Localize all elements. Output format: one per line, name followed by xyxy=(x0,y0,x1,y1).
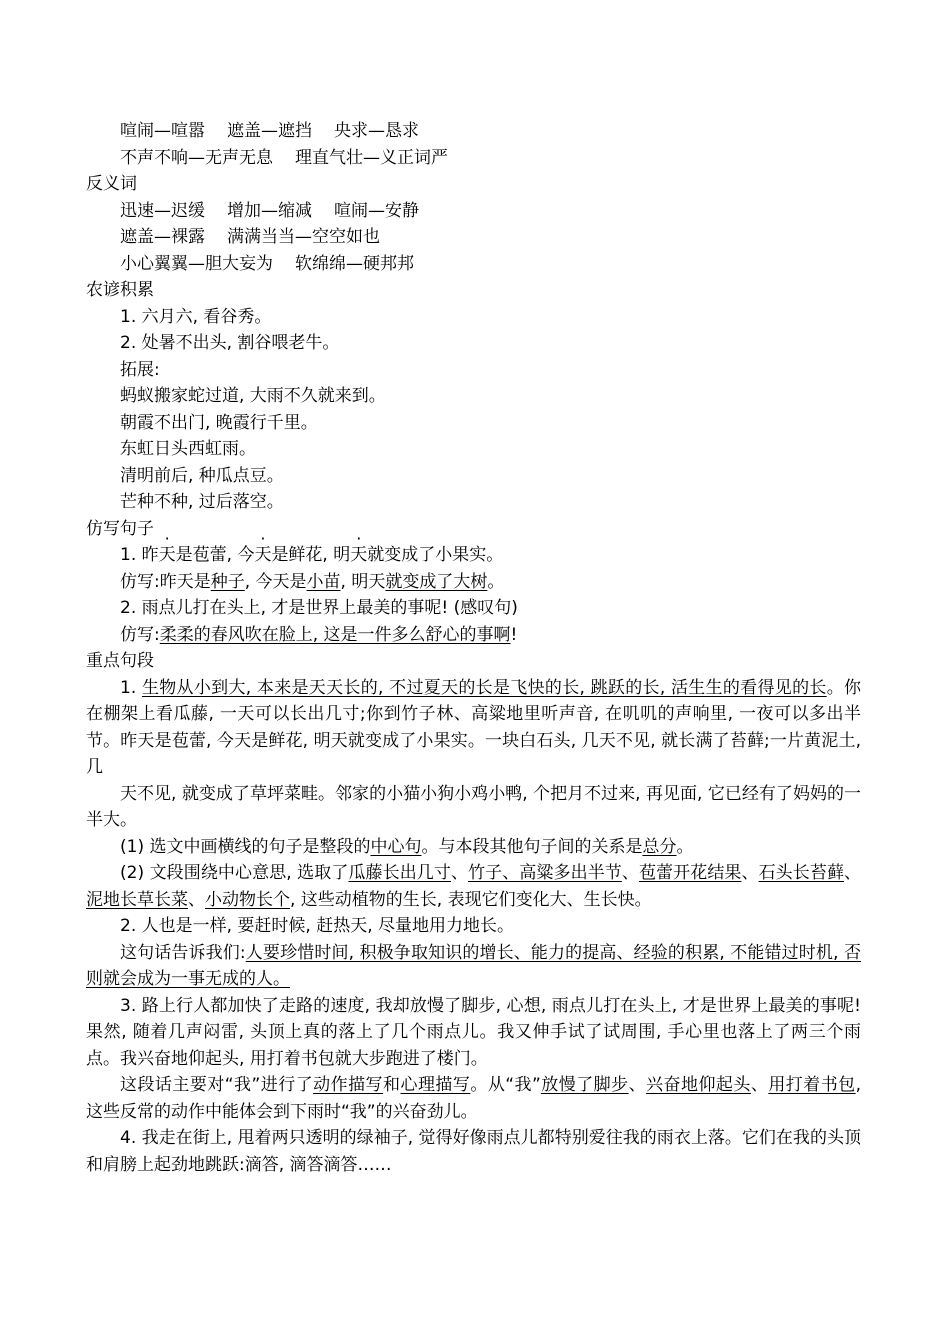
word-pair: 不声不响—无声无息 xyxy=(120,147,273,168)
answer-blank: 心理描写 xyxy=(400,1075,471,1095)
example-sentence-1: 1. 昨天是苞蕾, 今天是鲜花, 明天就变成了小果实。 xyxy=(120,545,504,565)
answer-blank: 小苗 xyxy=(306,571,341,592)
key-paragraph-3-analysis: 这段话主要对“我”进行了动作描写和心理描写。从“我”放慢了脚步、兴奋地仰起头、用打着书包, 这些反常的动作中能体会到下雨时“我”的兴奋劲儿。 xyxy=(86,1075,862,1122)
answer-blank: 用打着书包 xyxy=(768,1075,856,1095)
document-content xyxy=(86,118,861,1178)
word-pair: 满满当当—空空如也 xyxy=(227,227,380,247)
answer-blank: 泥地长草长菜 xyxy=(86,889,188,910)
word-pair: 增加—缩减 xyxy=(227,200,312,221)
answer-blank: 动作描写 xyxy=(313,1075,384,1095)
antonym-row xyxy=(86,251,861,278)
imitation-answer-2: 仿写:柔柔的春风吹在脸上, 这是一件多么舒心的事啊! xyxy=(120,624,518,645)
key-paragraph-2-analysis: 这句话告诉我们:人要珍惜时间, 积极争取知识的增长、能力的提高、经验的积累, 不能错过时机, 否则就会成为一事无成的人。 xyxy=(86,942,862,989)
word-pair: 软绵绵—硬邦邦 xyxy=(295,253,414,274)
key-paragraph-1: 1. 生物从小到大, 本来是天天长的, 不过夏天的长是飞快的长, 跳跃的长, 活生生的看得见的长。你在棚架上看瓜藤, 一天可以长出几寸;你到竹子林、高粱地里听声音, 在叽叽的声响里, 一夜可以多出半节。昨天是苞蕾, 今天是鲜花, 明天就变成了小果实。一块白石头, 几天不见, 就长满了苔藓;一片黄泥土, 几 xyxy=(86,677,862,777)
key-paragraph-1-continued: 天不见, 就变成了草坪菜畦。邻家的小猫小狗小鸡小鸭, 个把月不过来, 再见面, 它已经有了妈妈的一半大。 xyxy=(86,783,861,830)
answer-blank: 苞蕾开花结果 xyxy=(638,863,742,883)
word-pair: 遮盖—裸露 xyxy=(120,227,205,247)
answer-blank: 柔柔的春风吹在脸上, 这是一件多么舒心的事啊 xyxy=(159,624,511,645)
proverb-extend-item: 清明前后, 种瓜点豆。 xyxy=(120,465,284,486)
central-sentence: 生物从小到大, 本来是天天长的, 不过夏天的长是飞快的长, 跳跃的长, 活生生的看得见的长 xyxy=(141,677,827,698)
answer-blank: 就变成了大树 xyxy=(385,571,488,592)
word-pair: 央求—恳求 xyxy=(334,121,419,141)
proverb-extend-item: 蚂蚁搬家蛇过道, 大雨不久就来到。 xyxy=(120,386,386,406)
example-sentence-2: 2. 雨点儿打在头上, 才是世界上最美的事呢! (感叹句) xyxy=(120,598,518,618)
answer-blank: 石头长苔藓 xyxy=(758,863,845,883)
synonym-row xyxy=(86,118,861,145)
key-paragraph-2: 2. 人也是一样, 要赶时候, 赶热天, 尽量地用力地长。 xyxy=(120,916,515,936)
proverb-item: 2. 处暑不出头, 割谷喂老牛。 xyxy=(120,333,340,353)
word-pair: 喧闹—喧嚣 xyxy=(120,121,205,141)
synonym-row xyxy=(86,145,861,172)
word-pair: 喧闹—安静 xyxy=(334,200,419,221)
answer-blank: 兴奋地仰起头 xyxy=(646,1075,751,1095)
emphasis-dot: 天 xyxy=(254,545,272,565)
answer-blank: 小动物长个 xyxy=(205,889,290,910)
answer-blank: 瓜藤长出几寸 xyxy=(348,863,451,883)
answer-blank: 人要珍惜时间, 积极争取知识的增长、能力的提高、经验的积累, 不能错过时机, 否则就会成为一事无成的人。 xyxy=(86,942,862,989)
question-1: (1) 选文中画横线的句子是整段的中心句。与本段其他句子间的关系是总分。 xyxy=(120,836,694,857)
antonym-row xyxy=(86,224,861,251)
section-heading-antonyms: 反义词 xyxy=(86,174,137,194)
word-pair: 理直气壮—义正词严 xyxy=(295,147,448,168)
proverb-item: 1. 六月六, 看谷秀。 xyxy=(120,306,272,327)
answer-blank: 竹子、高粱多出半节 xyxy=(468,863,622,883)
section-heading-proverbs: 农谚积累 xyxy=(86,280,154,300)
section-heading-key-passages: 重点句段 xyxy=(86,651,154,671)
answer-blank: 中心句 xyxy=(370,836,422,857)
answer-blank: 种子 xyxy=(210,571,245,592)
word-pair: 遮盖—遮挡 xyxy=(227,121,312,141)
question-2: (2) 文段围绕中心意思, 选取了瓜藤长出几寸、竹子、高粱多出半节、苞蕾开花结果、石头长苔藓、泥地长草长菜、小动物长个, 这些动植物的生长, 表现它们变化大、生长快。 xyxy=(86,863,862,910)
key-paragraph-4: 4. 我走在街上, 甩着两只透明的绿袖子, 觉得好像雨点儿都特别爱往我的雨衣上落。它们在我的头顶和肩膀上起劲地跳跃:滴答, 滴答滴答…… xyxy=(86,1128,861,1175)
proverb-extend-item: 朝霞不出门, 晚霞行千里。 xyxy=(120,412,318,433)
section-heading-imitation: 仿写句子 xyxy=(86,518,154,539)
answer-blank: 总分 xyxy=(642,836,677,857)
proverb-extend-item: 东虹日头西虹雨。 xyxy=(120,439,256,459)
antonym-row xyxy=(86,198,861,225)
emphasis-dot: 天 xyxy=(158,545,176,565)
word-pair: 迅速—迟缓 xyxy=(120,200,205,221)
proverb-extend-item: 芒种不种, 过后落空。 xyxy=(120,492,284,512)
extend-label: 拓展: xyxy=(120,359,160,380)
imitation-answer-1: 仿写:昨天是种子, 今天是小苗, 明天就变成了大树。 xyxy=(120,571,505,592)
answer-blank: 放慢了脚步 xyxy=(540,1075,629,1095)
key-paragraph-3: 3. 路上行人都加快了走路的速度, 我却放慢了脚步, 心想, 雨点儿打在头上, 才是世界上最美的事呢!果然, 随着几声闷雷, 头顶上真的落上了几个雨点儿。我又伸手试了试周围, 手心里也落上了两三个雨点。我兴奋地仰起头, 用打着书包就大步跑进了楼门。 xyxy=(86,995,861,1069)
word-pair: 小心翼翼—胆大妄为 xyxy=(120,253,273,274)
emphasis-dot: 天 xyxy=(350,545,368,565)
